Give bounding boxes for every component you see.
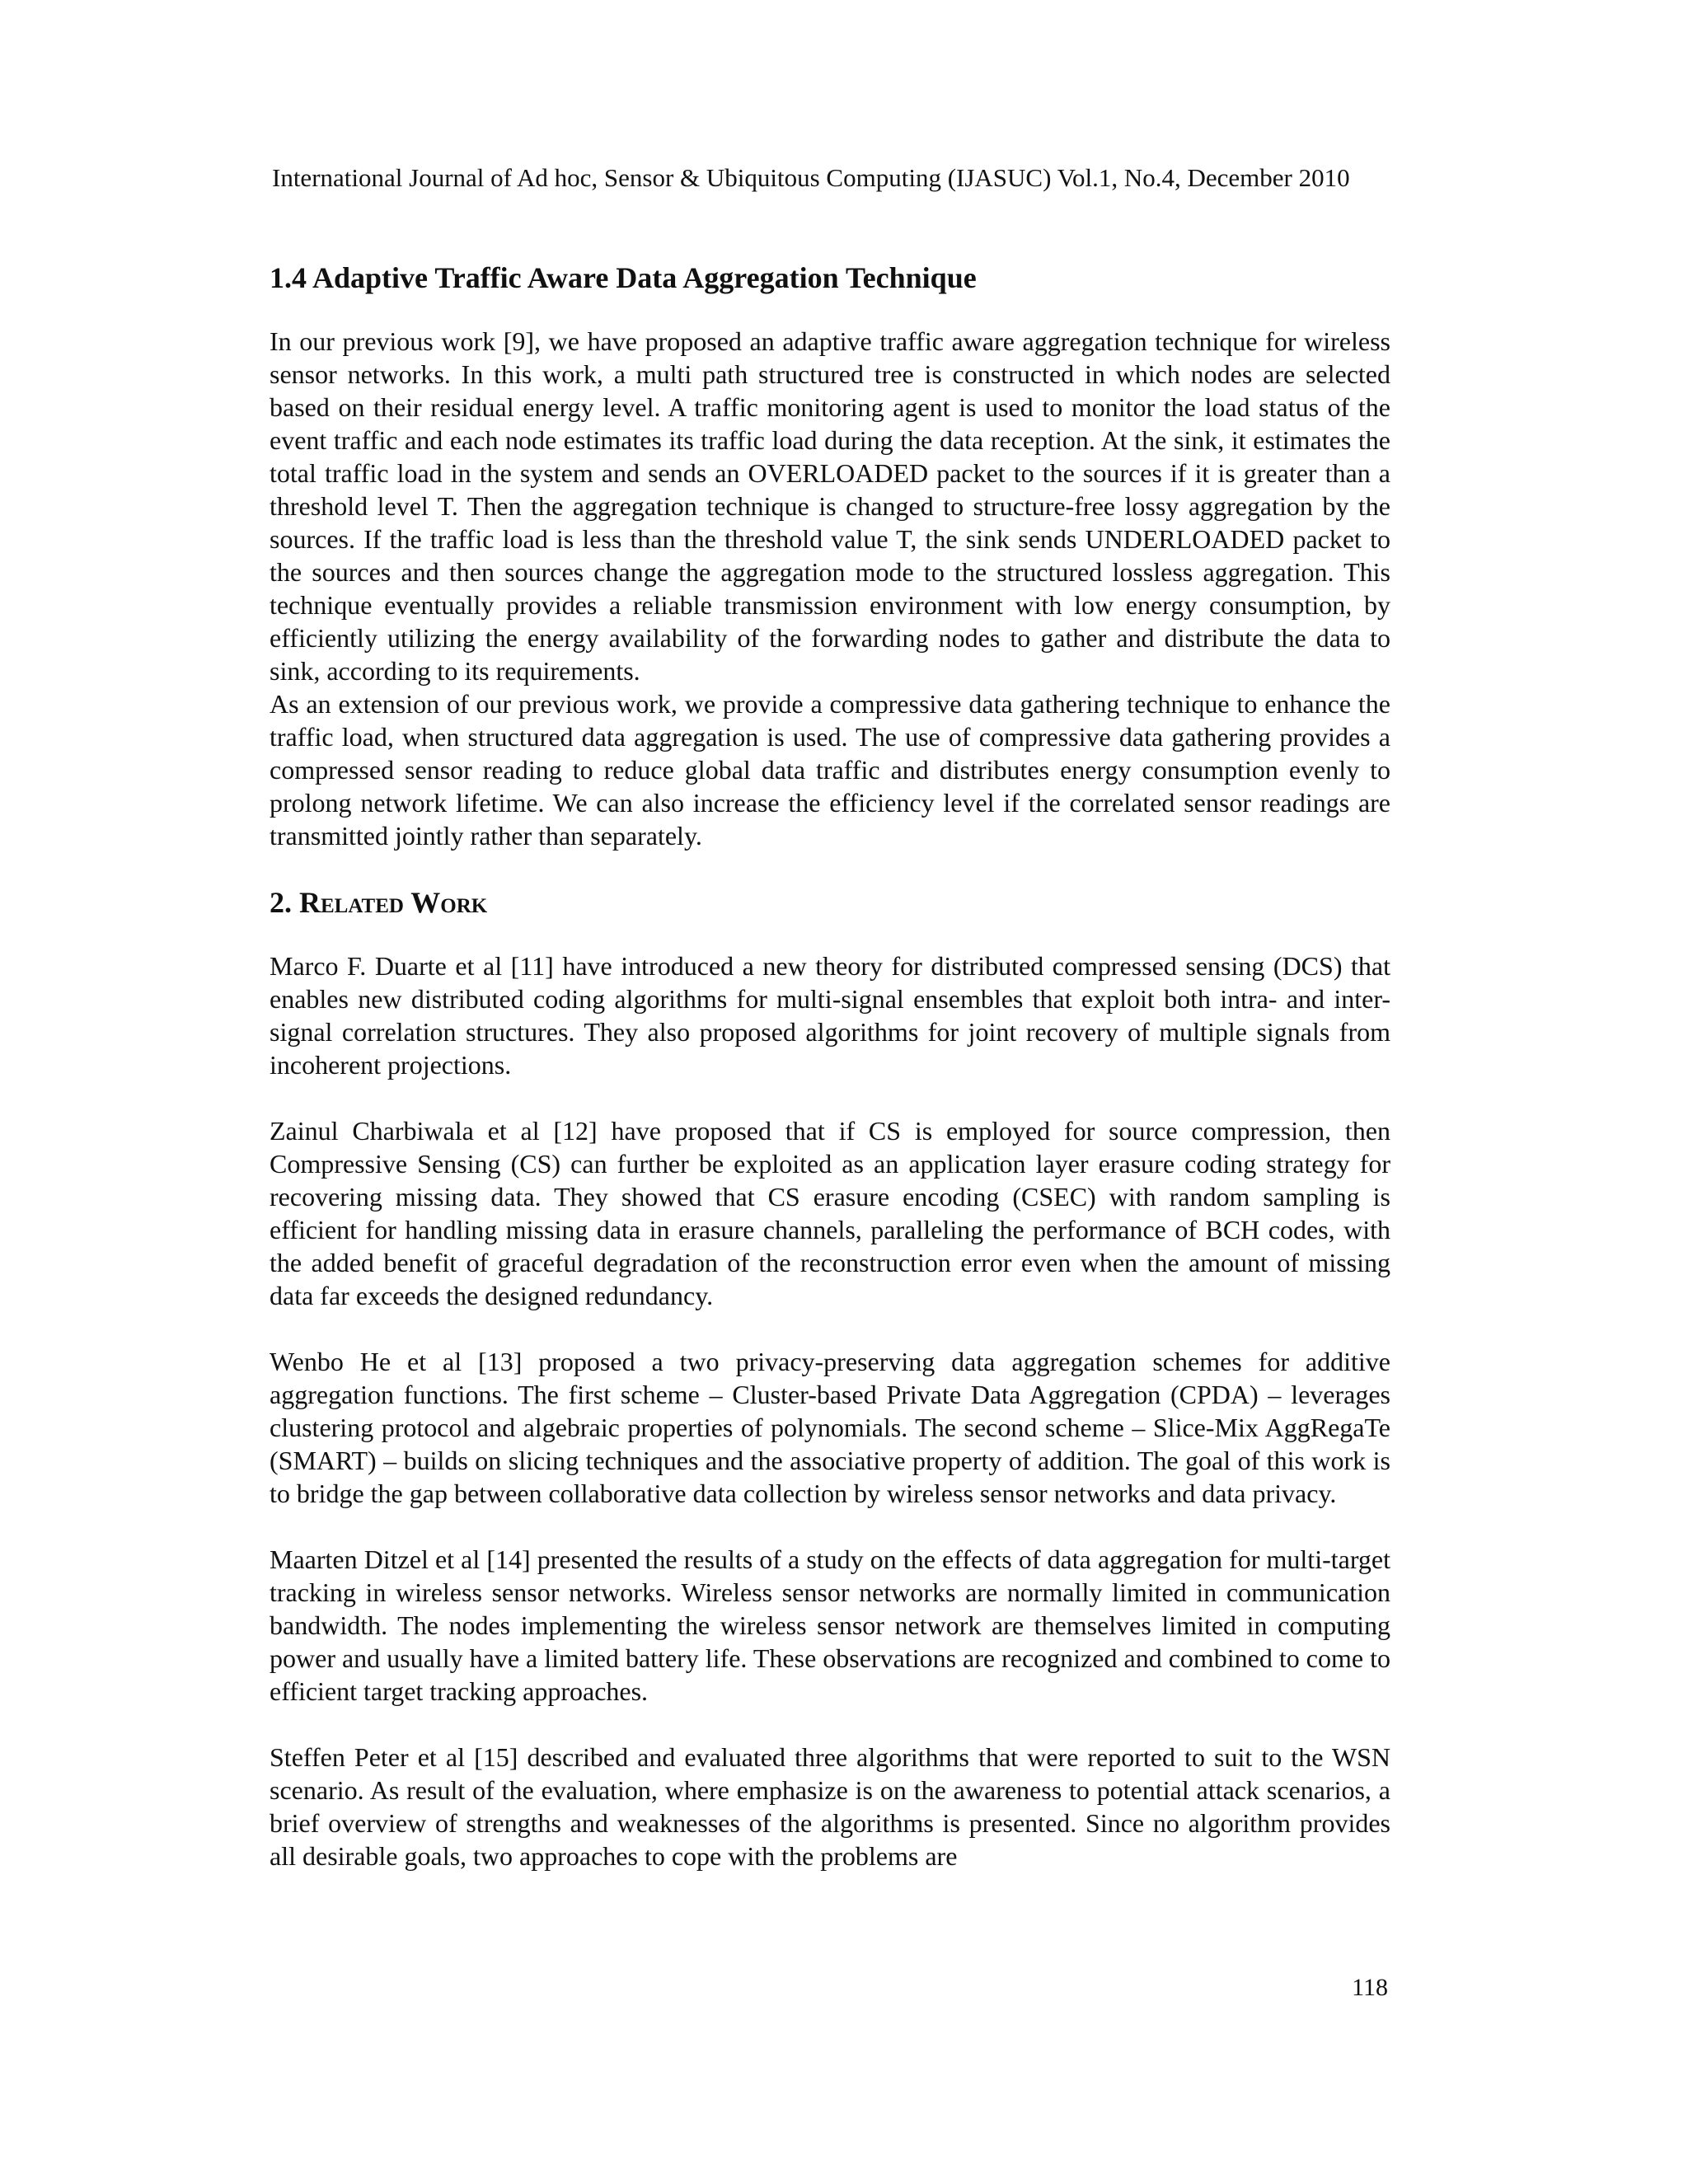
paragraph: Steffen Peter et al [15] described and evaluated three algorithms that were reported to suit to the WSN scenario. As result of the evaluation, where emphasize is on the awareness to potential attack scenarios, a brief overview of strengths and weaknesses of the algorithms is presented. Since no algorithm provides all desirable goals, two approaches to cope with the problems are [270, 1742, 1390, 1871]
paragraph: Marco F. Duarte et al [11] have introduced a new theory for distributed compressed sensing (DCS) that enables new distributed coding algorithms for multi-signal ensembles that exploit both intra- and inter-signal correlation structures. They also proposed algorithms for joint recovery of multiple signals from incoherent projections. [270, 951, 1390, 1080]
section-title: Related Work [299, 886, 488, 919]
paragraph: Wenbo He et al [13] proposed a two privacy-preserving data aggregation schemes for additive aggregation functions. The first scheme – Cluster-based Private Data Aggregation (CPDA) – leverages clustering protocol and algebraic properties of polynomials. The second scheme – Slice-Mix AggRegaTe (SMART) – builds on slicing techniques and the associative property of addition. The goal of this work is to bridge the gap between collaborative data collection by wireless sensor networks and data privacy. [270, 1347, 1390, 1508]
running-header: International Journal of Ad hoc, Sensor & Ubiquitous Computing (IJASUC) Vol.1, No.4, December 2010 [272, 163, 1350, 192]
page-number: 118 [1352, 1974, 1388, 2001]
section-number: 2. [270, 886, 299, 919]
section-heading-1-4: 1.4 Adaptive Traffic Aware Data Aggregation Technique [270, 261, 977, 294]
paragraph: Maarten Ditzel et al [14] presented the results of a study on the effects of data aggregation for multi-target tracking in wireless sensor networks. Wireless sensor networks are normally limited in communication bandwidth. The nodes implementing the wireless sensor network are themselves limited in computing power and usually have a limited battery life. These observations are recognized and combined to come to efficient target tracking approaches. [270, 1544, 1390, 1706]
page-body [270, 259, 1390, 1872]
section-heading-related-work [270, 883, 1390, 921]
paragraph: As an extension of our previous work, we provide a compressive data gathering technique to enhance the traffic load, when structured data aggregation is used. The use of compressive data gathering provides a compressed sensor reading to reduce global data traffic and distributes energy consumption evenly to prolong network lifetime. We can also increase the efficiency level if the correlated sensor readings are transmitted jointly rather than separately. [270, 689, 1390, 851]
paragraph: Zainul Charbiwala et al [12] have proposed that if CS is employed for source compression, then Compressive Sensing (CS) can further be exploited as an application layer erasure coding strategy for recovering missing data. They showed that CS erasure encoding (CSEC) with random sampling is efficient for handling missing data in erasure channels, paralleling the performance of BCH codes, with the added benefit of graceful degradation of the reconstruction error even when the amount of missing data far exceeds the designed redundancy. [270, 1116, 1390, 1310]
paragraph: In our previous work [9], we have proposed an adaptive traffic aware aggregation technique for wireless sensor networks. In this work, a multi path structured tree is constructed in which nodes are selected based on their residual energy level. A traffic monitoring agent is used to monitor the load status of the event traffic and each node estimates its traffic load during the data reception. At the sink, it estimates the total traffic load in the system and sends an OVERLOADED packet to the sources if it is greater than a threshold level T. Then the aggregation technique is changed to structure-free lossy aggregation by the sources. If the traffic load is less than the threshold value T, the sink sends UNDERLOADED packet to the sources and then sources change the aggregation mode to the structured lossless aggregation. This technique eventually provides a reliable transmission environment with low energy consumption, by efficiently utilizing the energy availability of the forwarding nodes to gather and distribute the data to sink, according to its requirements. [270, 326, 1390, 686]
